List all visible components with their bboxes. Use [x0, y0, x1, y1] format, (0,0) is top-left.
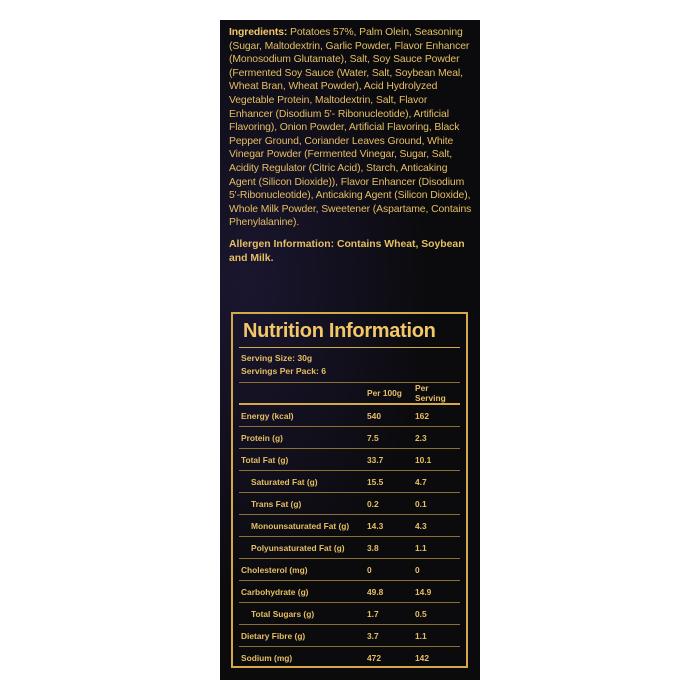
- row-label: Total Fat (g): [239, 449, 367, 471]
- row-label: Trans Fat (g): [239, 493, 367, 515]
- row-per100: 33.7: [367, 449, 415, 471]
- row-label: Dietary Fibre (g): [239, 625, 367, 647]
- row-per100: 1.7: [367, 603, 415, 625]
- table-row: [239, 404, 460, 427]
- row-per100: 3.7: [367, 625, 415, 647]
- header-per-100g: Per 100g: [367, 383, 415, 405]
- table-row: [239, 625, 460, 647]
- row-serving: 4.7: [415, 471, 460, 493]
- nutrition-label-panel: [220, 20, 480, 680]
- header-per-serving: Per Serving: [415, 383, 460, 405]
- row-label: Sodium (mg): [239, 647, 367, 669]
- row-serving: 0.1: [415, 493, 460, 515]
- servings-per-pack: Servings Per Pack: 6: [241, 366, 327, 376]
- serving-info: [239, 348, 460, 382]
- row-serving: 4.3: [415, 515, 460, 537]
- table-row: [239, 581, 460, 603]
- table-row: [239, 427, 460, 449]
- row-per100: 14.3: [367, 515, 415, 537]
- table-row: [239, 471, 460, 493]
- nutrition-table: [239, 382, 460, 668]
- row-per100: 0: [367, 559, 415, 581]
- table-header-row: [239, 383, 460, 405]
- header-blank: [239, 383, 367, 405]
- row-label: Saturated Fat (g): [239, 471, 367, 493]
- ingredients-list: Potatoes 57%, Palm Olein, Seasoning (Sugar, Maltodextrin, Garlic Powder, Flavor Enhancer (Monosodium Glutamate), Salt, Soy Sauce Powder (Fermented Soy Sauce (Water, Salt, Soybean Meal, Wheat Bran, Wheat Powder), Acid Hydrolyzed Vegetable Protein, Maltodextrin, Salt, Flavor Enhancer (Disodium 5'- Ribonucleotide), Artificial Flavoring), Onion Powder, Artificial Flavoring, Black Pepper Ground, Coriander Leaves Ground, White Vinegar Powder (Fermented Vinegar, Sugar, Salt, Acidity Regulator (Citric Acid), Starch, Anticaking Agent (Silicon Dioxide)), Flavor Enhancer (Disodium 5'-Ribonucleotide), Anticaking Agent (Silicon Dioxide), Whole Milk Powder, Sweetener (Aspartame, Contains Phenylalanine).: [229, 27, 472, 229]
- row-per100: 15.5: [367, 471, 415, 493]
- row-per100: 49.8: [367, 581, 415, 603]
- row-serving: 1.1: [415, 537, 460, 559]
- table-row: [239, 537, 460, 559]
- row-label: Total Sugars (g): [239, 603, 367, 625]
- row-label: Polyunsaturated Fat (g): [239, 537, 367, 559]
- allergen-information: Allergen Information: Contains Wheat, Soybean and Milk.: [229, 238, 465, 264]
- table-row: [239, 603, 460, 625]
- row-serving: 142: [415, 647, 460, 669]
- row-serving: 0.5: [415, 603, 460, 625]
- serving-size: Serving Size: 30g: [241, 353, 313, 363]
- row-serving: 0: [415, 559, 460, 581]
- row-label: Monounsaturated Fat (g): [239, 515, 367, 537]
- ingredients-label: Ingredients:: [229, 27, 288, 38]
- row-serving: 1.1: [415, 625, 460, 647]
- row-serving: 2.3: [415, 427, 460, 449]
- row-serving: 14.9: [415, 581, 460, 603]
- table-row: [239, 559, 460, 581]
- row-per100: 7.5: [367, 427, 415, 449]
- nutrition-information-box: [231, 312, 468, 668]
- row-per100: 3.8: [367, 537, 415, 559]
- row-per100: 540: [367, 404, 415, 427]
- row-label: Cholesterol (mg): [239, 559, 367, 581]
- row-serving: 162: [415, 404, 460, 427]
- row-serving: 10.1: [415, 449, 460, 471]
- table-row: [239, 493, 460, 515]
- nutrition-title: Nutrition Information: [243, 320, 436, 342]
- row-per100: 0.2: [367, 493, 415, 515]
- table-row: [239, 515, 460, 537]
- row-per100: 472: [367, 647, 415, 669]
- row-label: Energy (kcal): [239, 404, 367, 427]
- table-row: [239, 449, 460, 471]
- table-row: [239, 647, 460, 669]
- row-label: Protein (g): [239, 427, 367, 449]
- ingredients-text: [229, 26, 472, 230]
- row-label: Carbohydrate (g): [239, 581, 367, 603]
